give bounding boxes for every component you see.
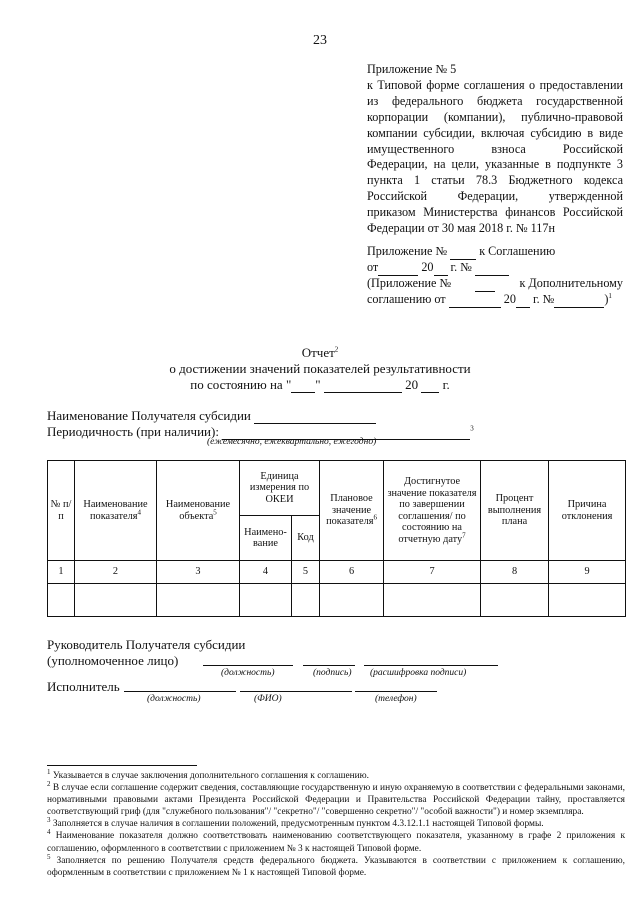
report-day-field[interactable] xyxy=(291,392,315,393)
annex-header xyxy=(367,62,623,237)
header-cell: Наименование объекта$^5$ xyxy=(157,461,240,561)
footnote: $^5$ Заполняется по решению Получателя средств федерального бюджета. Указываются в соответствии с приложением к соглашению, оформленным в соответствии с приложением № 1 к настоящей Типовой форме. xyxy=(47,852,626,878)
hint-phone: (телефон) xyxy=(375,694,417,704)
report-title xyxy=(0,345,640,393)
report-date-text: 20 xyxy=(405,377,419,392)
column-number: 5 xyxy=(292,561,320,584)
annex-line: Приложение № 5 xyxy=(367,62,457,76)
report-month-field[interactable] xyxy=(324,392,402,393)
header-cell: Достигнутое значение показателя по завершении соглашения/ по состоянию на отчетную дату$^7$ xyxy=(384,461,481,561)
agreement-ref-text: ) xyxy=(604,291,609,306)
annex-line: компании субсидии, включая субсидию в виде xyxy=(367,125,623,140)
report-date-text: по состоянию на " xyxy=(190,377,292,392)
footnote: $^3$ Заполняется в случае наличия в соглашении положений, предусмотренным пунктом 4.3.12.1.1 настоящей Типовой формы. xyxy=(47,816,544,830)
header-cell: Наимено-вание xyxy=(240,516,292,561)
agreement-ref-text: (Приложение № xyxy=(367,275,452,290)
annex-line: пункта 1 статьи 78.3 Бюджетного кодекса xyxy=(367,173,623,188)
agreement-ref-text: соглашению от xyxy=(367,291,446,306)
report-date-text: " xyxy=(315,377,321,392)
header-cell: Единица измерения по ОКЕИ xyxy=(240,461,320,516)
executor-position-field[interactable] xyxy=(124,678,236,692)
hint-signature: (подпись) xyxy=(313,668,352,678)
agreement-ref-text: г. № xyxy=(450,259,472,274)
head-decode-field[interactable] xyxy=(364,652,498,666)
annex-line: имущественного взноса Российской xyxy=(367,141,623,156)
annex-line: из федерального бюджета государственной xyxy=(367,93,623,108)
footnote-divider xyxy=(47,765,197,766)
column-number: 4 xyxy=(240,561,292,584)
annex-line: Федерации, на цели, указанные в подпункте 3 xyxy=(367,157,623,172)
agreement-ref-text: г. № xyxy=(532,291,555,306)
header-cell: Наименование показателя$^4$ xyxy=(75,461,157,561)
recipient-row xyxy=(47,408,376,424)
hint-fio: (ФИО) xyxy=(254,694,282,704)
table-cell[interactable] xyxy=(384,584,481,617)
agreement-ref-text: 20 xyxy=(421,259,434,274)
head-position-field[interactable] xyxy=(203,652,293,666)
footnote: $^2$ В случае если соглашение содержит сведения, составляющие государственную и иную охраняемую в соответствии с федеральными законами, нормативными правовыми актами Президента Российской Федерации и Правительства Российской Федерации тайну, проставляется соответствующий гриф (для "служебного пользования"/ "секретно"/ "совершенно секретно"/ "особой важности") и номер экземпляра. xyxy=(47,779,625,818)
periodicity-hint: (ежемесячно, ежеквартально, ежегодно) xyxy=(207,437,377,447)
agreement-ref-text: к Дополнительному xyxy=(519,275,623,290)
column-number: 7 xyxy=(384,561,481,584)
column-number: 8 xyxy=(481,561,549,584)
report-date-text: г. xyxy=(442,377,450,392)
table-cell[interactable] xyxy=(240,584,292,617)
column-number: 3 xyxy=(157,561,240,584)
table-cell[interactable] xyxy=(549,584,626,617)
head-label-2: (уполномоченное лицо) xyxy=(47,653,179,668)
annex-line: к Типовой форме соглашения о предоставлении xyxy=(367,77,623,92)
agreement-ref-text: от xyxy=(367,259,379,274)
report-year-field[interactable] xyxy=(421,392,439,393)
column-number: 9 xyxy=(549,561,626,584)
table-cell[interactable] xyxy=(320,584,384,617)
header-cell: Код xyxy=(292,516,320,561)
footnote: $^1$ Указывается в случае заключения дополнительного соглашения к соглашению. xyxy=(47,767,370,781)
footnote-ref: 1 xyxy=(608,291,612,300)
report-table xyxy=(47,460,626,617)
report-title-word: Отчет xyxy=(301,345,335,360)
column-number: 1 xyxy=(48,561,75,584)
agreement-ref-text: к Соглашению xyxy=(479,244,556,258)
executor-label: Исполнитель xyxy=(47,679,120,694)
head-signature-field[interactable] xyxy=(303,652,355,666)
table-cell[interactable] xyxy=(75,584,157,617)
header-cell: № п/п xyxy=(48,461,75,561)
agreement-reference xyxy=(367,244,629,308)
table-cell[interactable] xyxy=(48,584,75,617)
agreement-ref-text: 20 xyxy=(503,291,516,306)
header-cell: Плановое значение показателя$^6$ xyxy=(320,461,384,561)
column-number: 2 xyxy=(75,561,157,584)
hint-position: (должность) xyxy=(147,694,201,704)
footnote: $^4$ Наименование показателя должно соответствовать наименованию соответствующего показателя, указанному в графе 2 приложения к соглашению, оформленного в соответствии с приложением № 3 к настоящей Типовой форме. xyxy=(47,828,625,854)
table-cell[interactable] xyxy=(481,584,549,617)
executor-fio-field[interactable] xyxy=(240,678,352,692)
executor-phone-field[interactable] xyxy=(355,678,437,692)
periodicity-label: Периодичность (при наличии): xyxy=(47,424,219,439)
column-number: 6 xyxy=(320,561,384,584)
footnote-ref: 3 xyxy=(470,424,474,433)
recipient-label: Наименование Получателя субсидии xyxy=(47,408,251,423)
column-number-row xyxy=(48,561,626,584)
addendum-date-field[interactable] xyxy=(449,307,501,308)
table-cell[interactable] xyxy=(292,584,320,617)
annex-line: Российской Федерации, утвержденной xyxy=(367,189,623,204)
header-cell: Процент выполнения плана xyxy=(481,461,549,561)
table-row xyxy=(48,584,626,617)
header-cell: Причина отклонения xyxy=(549,461,626,561)
addendum-number-field[interactable] xyxy=(554,307,604,308)
head-label-1: Руководитель Получателя субсидии xyxy=(47,637,246,652)
addendum-annex-number-field[interactable] xyxy=(475,276,495,292)
annex-line: Федерации от 30 мая 2018 г. № 117н xyxy=(367,221,555,236)
hint-decode: (расшифровка подписи) xyxy=(370,668,467,678)
agreement-ref-text: Приложение № xyxy=(367,244,448,258)
report-subtitle: о достижении значений показателей результативности xyxy=(169,361,471,376)
hint-position: (должность) xyxy=(221,668,275,678)
page-number: 23 xyxy=(313,33,327,48)
annex-line: корпорации (компании), публично-правовой xyxy=(367,109,623,124)
footnotes xyxy=(47,765,625,879)
table-cell[interactable] xyxy=(157,584,240,617)
footnote-ref: 2 xyxy=(334,345,339,354)
addendum-year-field[interactable] xyxy=(516,307,530,308)
annex-line: приказом Министерства финансов Российской xyxy=(367,205,623,220)
